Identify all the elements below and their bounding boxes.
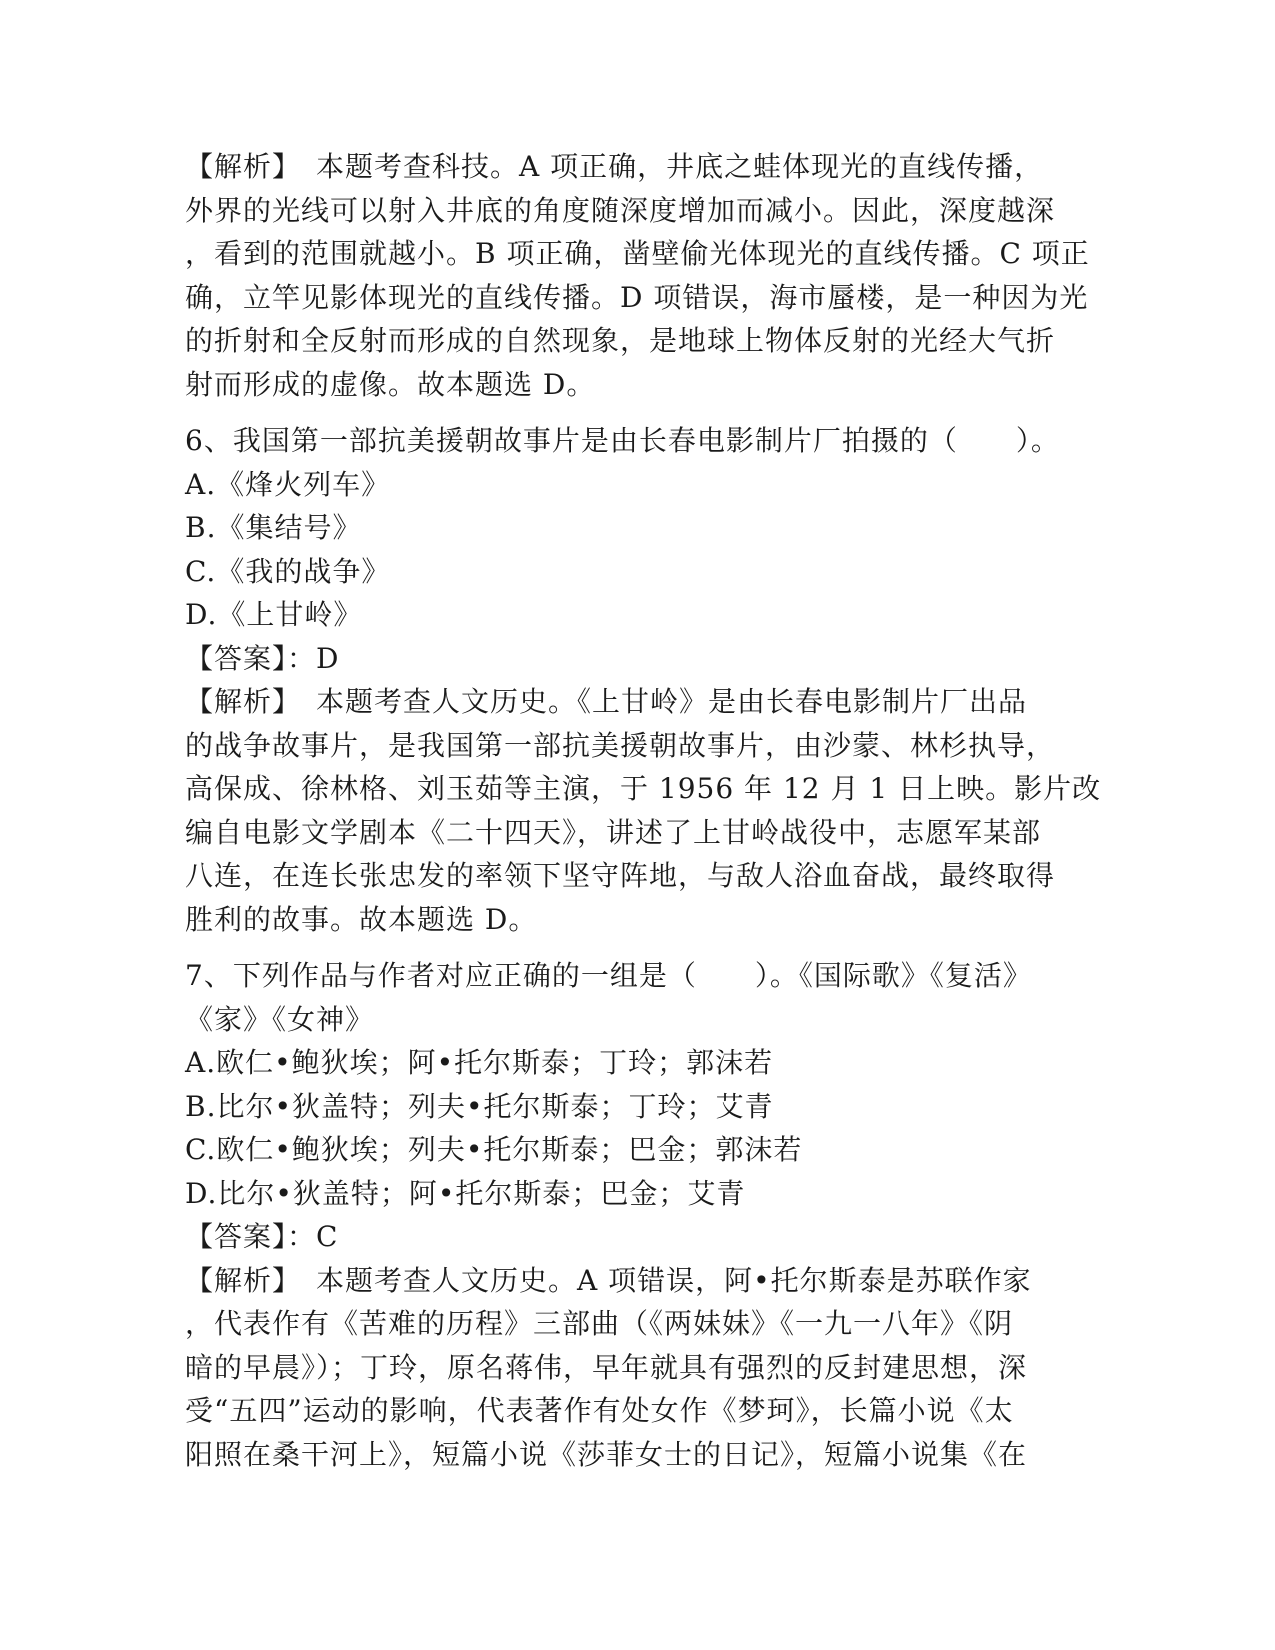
analysis-line: ，代表作有《苦难的历程》三部曲（《两妹妹》《一九一八年》《阴 (185, 1307, 1014, 1340)
analysis-line: 的战争故事片，是我国第一部抗美援朝故事片，由沙蒙、林杉执导， (185, 728, 1056, 762)
option-c: C.《我的战争》 (185, 554, 391, 588)
question-7 (185, 954, 1085, 1476)
analysis-line: 【解析】 本题考查人文历史。A 项错误，阿•托尔斯泰是苏联作家 (185, 1263, 1032, 1297)
analysis-line: 【解析】 本题考查人文历史。《上甘岭》是由长春电影制片厂出品 (185, 685, 1028, 718)
analysis-line: 外界的光线可以射入井底的角度随深度增加而减小。因此，深度越深 (185, 193, 1056, 227)
analysis-line: 射而形成的虚像。故本题选 D。 (185, 367, 596, 401)
document-page (185, 145, 1102, 1476)
question-text: 7、下列作品与作者对应正确的一组是（ ）。《国际歌》《复活》 (185, 959, 1032, 992)
analysis-line: 确，立竿见影体现光的直线传播。D 项错误，海市蜃楼，是一种因为光 (185, 280, 1089, 314)
question-text: 《家》《女神》 (185, 1002, 375, 1036)
option-a: A.《烽火列车》 (185, 467, 391, 501)
analysis-line: 受“五四”运动的影响，代表著作有处女作《梦珂》，长篇小说《太 (185, 1394, 1014, 1427)
analysis-line: 的折射和全反射而形成的自然现象，是地球上物体反射的光经大气折 (185, 324, 1056, 357)
analysis-line: 【解析】 本题考查科技。A 项正确，井底之蛙体现光的直线传播， (185, 150, 1044, 183)
option-b: B.比尔•狄盖特；列夫•托尔斯泰；丁玲；艾青 (185, 1089, 774, 1123)
option-c: C.欧仁•鲍狄埃；列夫•托尔斯泰；巴金；郭沫若 (185, 1133, 803, 1166)
q5-analysis (185, 145, 1090, 406)
analysis-line: 高保成、徐林格、刘玉茹等主演，于 1956 年 12 月 1 日上映。影片改 (185, 772, 1102, 805)
analysis-line: ，看到的范围就越小。B 项正确，凿壁偷光体现光的直线传播。C 项正 (185, 237, 1090, 270)
analysis-line: 阳照在桑干河上》，短篇小说《莎菲女士的日记》，短篇小说集《在 (185, 1437, 1028, 1471)
answer-line: 【答案】：D (185, 641, 340, 675)
answer-line: 【答案】：C (185, 1220, 339, 1253)
analysis-line: 八连，在连长张忠发的率领下坚守阵地，与敌人浴血奋战，最终取得 (185, 859, 1056, 892)
analysis-line: 暗的早晨》）；丁玲，原名蒋伟，早年就具有强烈的反封建思想，深 (185, 1350, 1028, 1384)
option-a: A.欧仁•鲍狄埃；阿•托尔斯泰；丁玲；郭沫若 (185, 1046, 774, 1079)
analysis-line: 编自电影文学剧本《二十四天》，讲述了上甘岭战役中，志愿军某部 (185, 815, 1042, 849)
analysis-line: 胜利的故事。故本题选 D。 (185, 902, 538, 936)
question-text: 6、我国第一部抗美援朝故事片是由长春电影制片厂拍摄的（ ）。 (185, 424, 1060, 457)
option-b: B.《集结号》 (185, 511, 362, 544)
option-d: D.比尔•狄盖特；阿•托尔斯泰；巴金；艾青 (185, 1176, 746, 1210)
question-6 (185, 419, 1102, 941)
option-d: D.《上甘岭》 (185, 598, 363, 631)
